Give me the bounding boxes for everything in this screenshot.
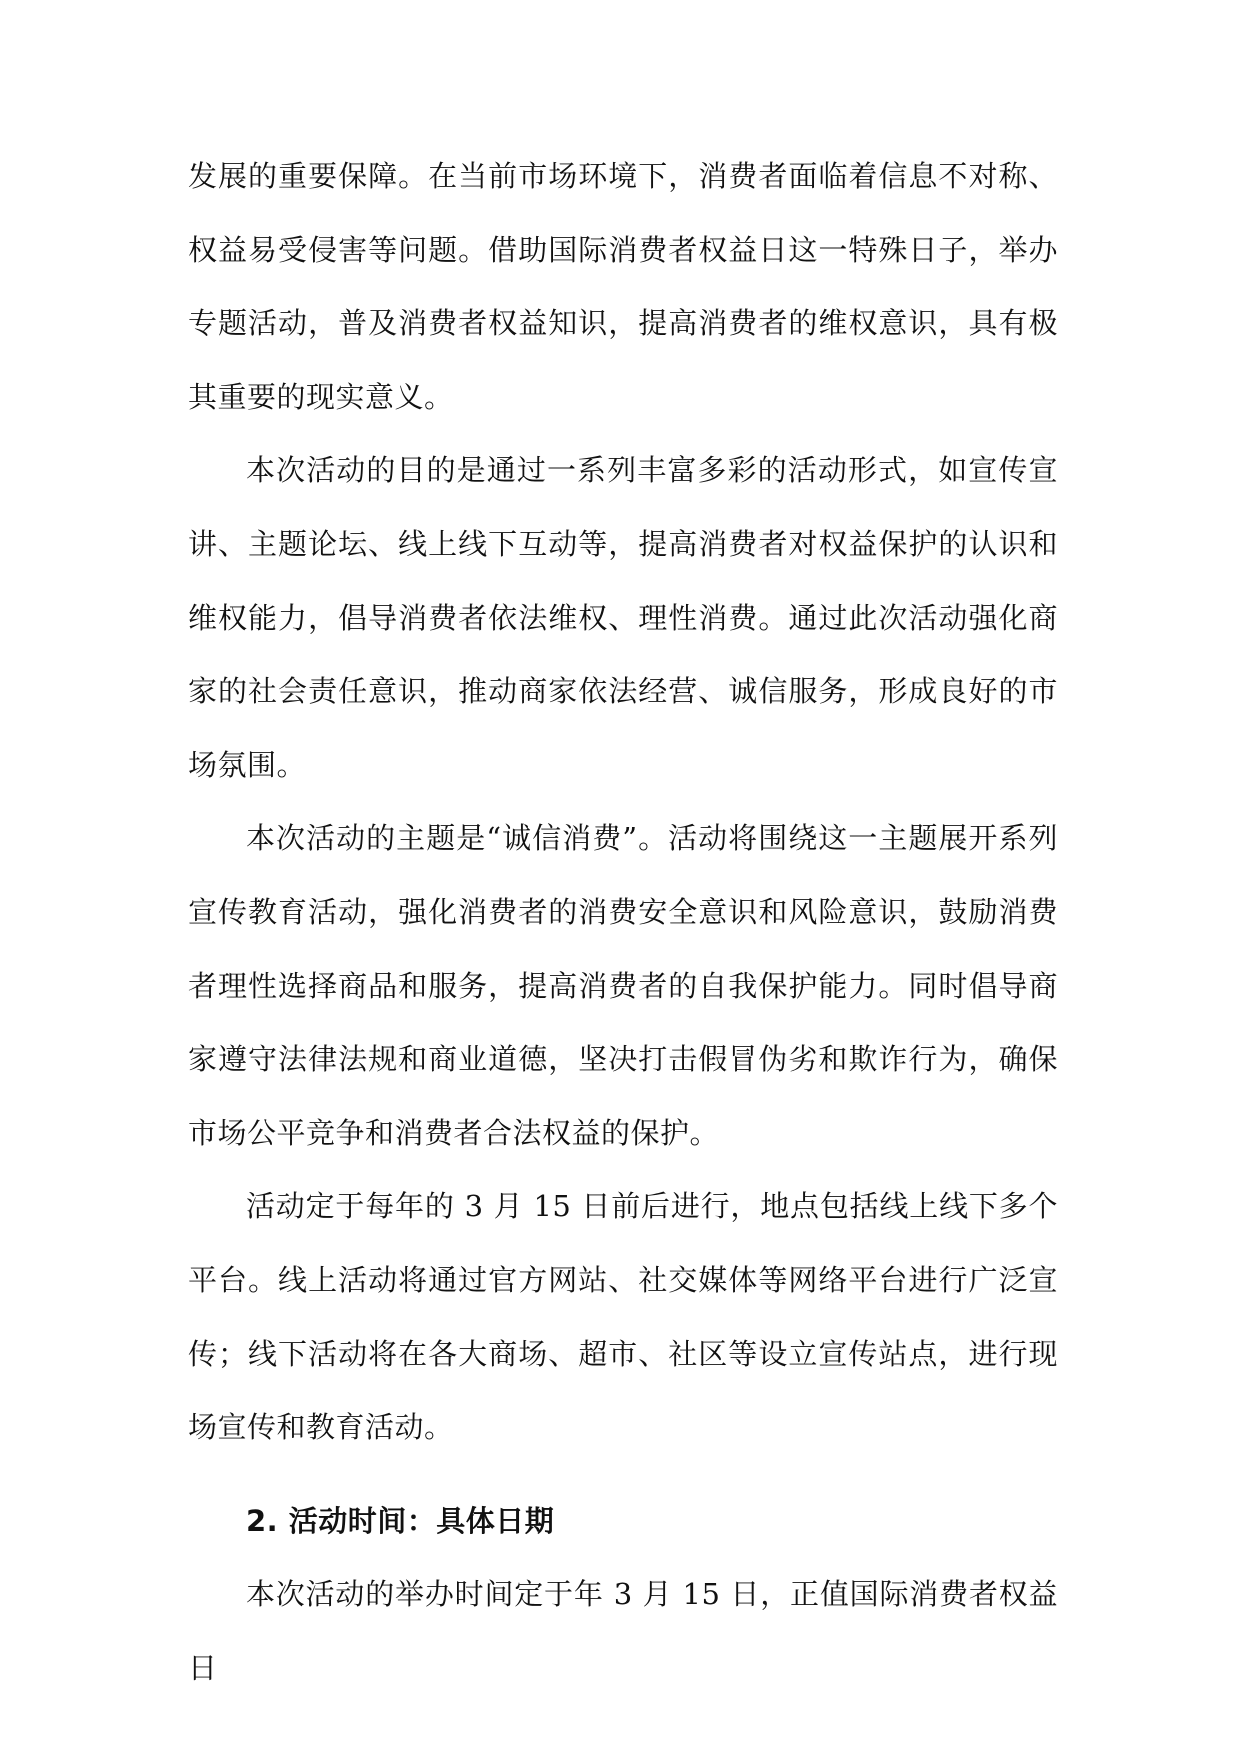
document-body [188,140,1058,1705]
paragraph-time-location: 活动定于每年的 3 月 15 日前后进行，地点包括线上线下多个平台。线上活动将通过官方网站、社交媒体等网络平台进行广泛宣传；线下活动将在各大商场、超市、社区等设立宣传站点，进行现场宣传和教育活动。 [188,1189,1058,1445]
paragraph-theme: 本次活动的主题是“诚信消费”。活动将围绕这一主题展开系列宣传教育活动，强化消费者的消费安全意识和风险意识，鼓励消费者理性选择商品和服务，提高消费者的自我保护能力。同时倡导商家遵守法律法规和商业道德，坚决打击假冒伪劣和欺诈行为，确保市场公平竞争和消费者合法权益的保护。 [188,821,1058,1150]
paragraph-significance: 发展的重要保障。在当前市场环境下，消费者面临着信息不对称、权益易受侵害等问题。借助国际消费者权益日这一特殊日子，举办专题活动，普及消费者权益知识，提高消费者的维权意识，具有极其重要的现实意义。 [188,159,1058,414]
paragraph-purpose: 本次活动的目的是通过一系列丰富多彩的活动形式，如宣传宣讲、主题论坛、线上线下互动等，提高消费者对权益保护的认识和维权能力，倡导消费者依法维权、理性消费。通过此次活动强化商家的社会责任意识，推动商家依法经营、诚信服务，形成良好的市场氛围。 [188,453,1058,782]
section-heading: 2. 活动时间：具体日期 [246,1503,555,1538]
paragraph-event-date: 本次活动的举办时间定于年 3 月 15 日，正值国际消费者权益日 [188,1577,1058,1685]
